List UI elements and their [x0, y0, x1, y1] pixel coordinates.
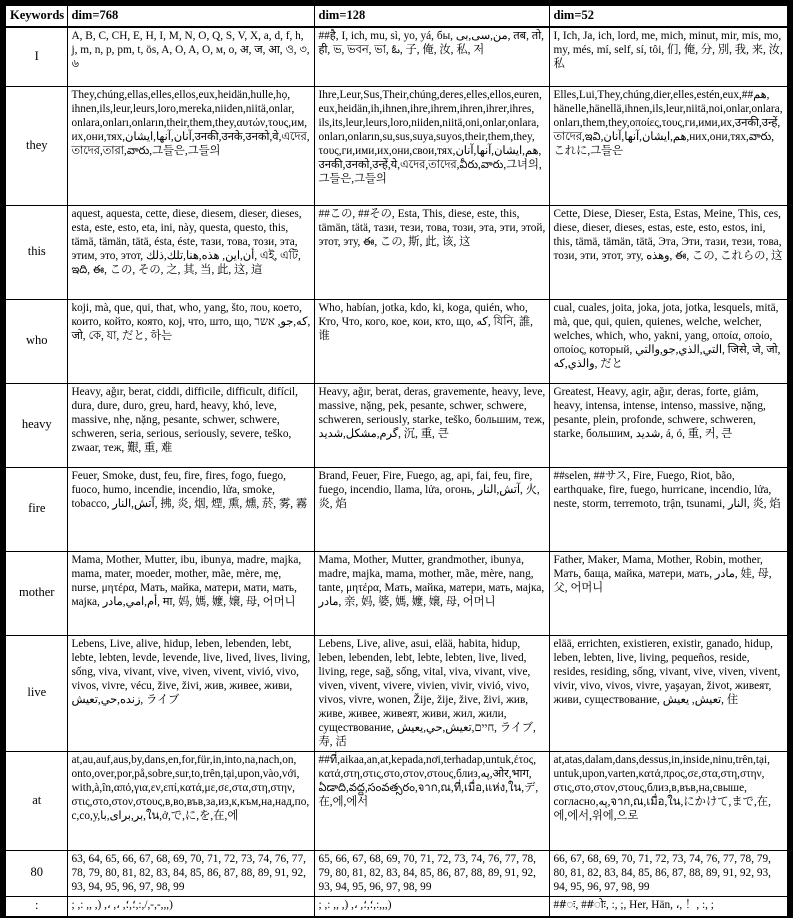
dim52-cell: ##selen,​ ##サス,​ Fire,​ Fuego,​ Riot,​ bão,​ earthquake,​ fire,​ fuego,​ hurricane,​ incendio,​ lửa,​ neste,​ storm,​ terremoto,​ trận,​ tsunami,​ النار,​ 炎,​ 焰: [549, 468, 788, 552]
dim52-cell: elää,​ errichten,​ existieren,​ existir,​ ganado,​ hidup,​ leben,​ lebten,​ live,​ living,​ pequeños,​ reside,​ resides,​ residing,​ sống,​ vivant,​ vive,​ viven,​ vivent,​ vivir,​ vivo,​ vivos,​ vivre,​ yaşayan,​ život,​ живеят,​ живи,​ существование,​ تعيش,​ يعيش,​ 住: [549, 636, 788, 752]
dim128-cell: Brand,​ Feuer,​ Fire,​ Fuego,​ ag,​ api,​ fai,​ feu,​ fire,​ fuego,​ incendio,​ llama,​ lửa,​ огонь,​ آتش,​النار,​ 火,​ 炎,​ 焰: [314, 468, 549, 552]
dim128-cell: ##この,​ ##その,​ Esta,​ This,​ diese,​ este,​ this,​ tämän,​ tätä,​ тази,​ тези,​ това,​ този,​ эта,​ эти,​ этой,​ этот,​ эту,​ ఈ,​ この,​ 斯,​ 此,​ 该,​ 这: [314, 206, 549, 300]
dim128-cell: Who,​ habían,​ jotka,​ kdo,​ ki,​ koga,​ quién,​ who,​ Кто,​ Что,​ кого,​ кое,​ кои,​ кто,​ що,​ که,​ যিনি,​ 誰,​ 谁: [314, 300, 549, 384]
table-row-at: [5, 752, 788, 851]
dim768-cell: at,​au,​auf,​aus,​by,​dans,​en,​for,​für,​in,​into,​na,​nach,​on,​onto,​over,​por,​på,​sobre,​sur,​to,​trên,​tại,​upon,​vào,​với,​with,​à,​în,​από,​για,​εν,​επί,​κατά,​με,​σε,​στα,​στη,​στην,​στις,​στο,​στον,​στους,​в,​во,​във,​за,​из,​к,​към,​на,​над,​по,​с,​со,​у,​بر,​برای,​با,​ใน,​ở,​で,​に,​を,​在,​에: [67, 752, 314, 851]
dim128-cell: ; ,​: ,​,​ ,​) ,​، ,​؛,​؛,​:,​,​,​): [314, 897, 549, 917]
column-header-dim768: dim=768: [67, 5, 314, 27]
keyword-cell: I: [5, 27, 67, 87]
table-row-live: [5, 636, 788, 752]
table-row-80: [5, 851, 788, 897]
table-row-mother: [5, 552, 788, 636]
dim768-cell: 63,​ 64,​ 65,​ 66,​ 67,​ 68,​ 69,​ 70,​ 71,​ 72,​ 73,​ 74,​ 76,​ 77,​ 78,​ 79,​ 80,​ 81,​ 82,​ 83,​ 84,​ 85,​ 86,​ 87,​ 88,​ 89,​ 91,​ 92,​ 93,​ 94,​ 95,​ 96,​ 97,​ 98,​ 99: [67, 851, 314, 897]
table-row-heavy: [5, 384, 788, 468]
dim768-cell: Feuer,​ Smoke,​ dust,​ feu,​ fire,​ fires,​ fogo,​ fuego,​ fuoco,​ humo,​ incendie,​ incendio,​ lửa,​ smoke,​ tobacco,​ آتش,​النار,​ 拂,​ 炎,​ 烟,​ 煙,​ 熏,​ 燻,​ 菸,​ 雾,​ 霧: [67, 468, 314, 552]
dim52-cell: at,​atas,​dalam,​dans,​dessus,​in,​inside,​ninu,​trên,​tại,​untuk,​upon,​varten,​κατά,​προς,​σε,​στα,​στη,​στην,​στις,​στο,​στον,​στους,​близ,​в,​във,​на,​свыше,​согласно,​په,​จาก,​ณ,​เมื่อ,​ใน,​にかけて,​まで,​在,​에,​에서,​위에,​으로: [549, 752, 788, 851]
dim128-cell: Ihre,​Leur,​Sus,​Their,​chúng,​deres,​elles,​ellos,​euren,​eux,​heidän,​ih,​ihnen,​ihre,​ihrem,​ihren,​ihrer,​ihres,​ils,​its,​leur,​leurs,​loro,​niiden,​niitä,​oni,​onlar,​onlara,​onları,​onların,​su,​sus,​suya,​suyos,​their,​them,​they,​τους,​ги,​ими,​их,​они,​свои,​тях,​هم,​ایشان,​آنها,​آنان,​उनकी,​उनको,​उन्हें,​ये,​এদের,​তাদের,​వీరు,​వారు,​그녀의,​그들은,​그들의: [314, 87, 549, 206]
dim768-cell: They,​chúng,​ellas,​elles,​ellos,​eux,​heidän,​hulle,​họ,​ihnen,​ils,​leur,​leurs,​loro,​mereka,​niiden,​niitä,​onlar,​onlara,​onları,​onların,​their,​them,​they,​αυτών,​τους,​им,​их,​они,​тях,​آنان,​آنها,​ایشان,​उनकी,​उनके,​उनको,​वे,​এদের,​তাদের,​তারা,​వారు,​그들은,​그들의: [67, 87, 314, 206]
table-row-colon: [5, 897, 788, 917]
dim128-cell: 65,​ 66,​ 67,​ 68,​ 69,​ 70,​ 71,​ 72,​ 73,​ 74,​ 76,​ 77,​ 78,​ 79,​ 80,​ 81,​ 82,​ 83,​ 84,​ 85,​ 86,​ 87,​ 88,​ 89,​ 91,​ 92,​ 93,​ 94,​ 95,​ 96,​ 97,​ 98,​ 99: [314, 851, 549, 897]
dim52-cell: Cette,​ Diese,​ Dieser,​ Esta,​ Estas,​ Meine,​ This,​ ces,​ diese,​ dieser,​ dieses,​ estas,​ este,​ esto,​ estos,​ ini,​ this,​ tämä,​ tämän,​ tätä,​ Эта,​ Эти,​ тази,​ тези,​ това,​ този,​ эти,​ этот,​ эту,​ وهذه,​ ఈ,​ この,​ これらの,​ 这: [549, 206, 788, 300]
dim768-cell: koji,​ mà,​ que,​ qui,​ that,​ who,​ yang,​ što,​ που,​ което,​ които,​ който,​ която,​ кој,​ что,​ што,​ що,​ که,​جو,​ אשר,​ जो,​ কে,​ যা,​ だと,​ 하는: [67, 300, 314, 384]
keyword-cell: :: [5, 897, 67, 917]
dim768-cell: aquest,​ aquesta,​ cette,​ diese,​ diesem,​ dieser,​ dieses,​ esta,​ este,​ esto,​ eta,​ ini,​ này,​ questa,​ questo,​ this,​ tämä,​ tämän,​ tätä,​ ésta,​ éste,​ тази,​ това,​ този,​ эта,​ этим,​ это,​ этот,​ أن,​این,​ هذه,​هنا,​تلك,​ذلك,​ এই,​ এটি,​ ఇది,​ ఈ,​ この,​ その,​ 之,​ 其,​ 当,​ 此,​ 这,​ 這: [67, 206, 314, 300]
keyword-cell: fire: [5, 468, 67, 552]
keyword-cell: this: [5, 206, 67, 300]
dim52-cell: Elles,​Lui,​They,​chúng,​dier,​elles,​estén,​eux,​##هم,​hänelle,​hänellä,​ihnen,​ils,​leur,​niitä,​noi,​onlar,​onlara,​onları,​them,​they,​οποίες,​τους,​ги,​ими,​их,​उनकी,​उन्हें,​তাদের,​ఇవి,​هم,​ایشان,​آنها,​آنان,​них,​они,​тях,​వారు,​これに,​그들은: [549, 87, 788, 206]
dim128-cell: ##ที่,​aikaa,​an,​at,​kepada,​nơi,​terhadap,​untuk,​έτος,​κατά,​στη,​στις,​στο,​στον,​στους,​близ,​په,​ओर,​भाग,​ఏడాది,​వద్ద,​సంవత్సరం,​จาก,​ณ,​ที่,​เมื่อ,​แห่ง,​ใน,​デ,​在,​에,​에서: [314, 752, 549, 851]
column-header-dim128: dim=128: [314, 5, 549, 27]
column-header-dim52: dim=52: [549, 5, 788, 27]
dim52-cell: Greatest,​ Heavy,​ agir,​ ağır,​ deras,​ forte,​ giảm,​ heavy,​ intensa,​ intense,​ intenso,​ massive,​ nặng,​ pesante,​ plein,​ profonde,​ schwere,​ schweren,​ starke,​ большим,​ شدید,​ á,​ ó,​ 重,​ 커,​ 큰: [549, 384, 788, 468]
dim768-cell: Lebens,​ Live,​ alive,​ hidup,​ leben,​ lebenden,​ lebt,​ lebte,​ lebten,​ levde,​ levende,​ live,​ lived,​ lives,​ living,​ sống,​ viva,​ vivant,​ vive,​ viven,​ vivent,​ vivió,​ vivo,​ vivos,​ vivre,​ vécu,​ žive,​ živi,​ жив,​ живее,​ живи,​ زنده,​حي,​تعيش,​ ライブ: [67, 636, 314, 752]
keyword-cell: mother: [5, 552, 67, 636]
keyword-cell: at: [5, 752, 67, 851]
dim128-cell: Heavy,​ ağır,​ berat,​ deras,​ gravemente,​ heavy,​ leve,​ massive,​ nặng,​ pek,​ pesante,​ schwer,​ schwere,​ schweren,​ seriously,​ starke,​ teško,​ большим,​ теж,​ گرم,​مشكل,​شدید,​ 沉,​ 重,​ 큰: [314, 384, 549, 468]
table-row-who: [5, 300, 788, 384]
keyword-cell: live: [5, 636, 67, 752]
table-header-row: [5, 5, 788, 27]
dim768-cell: Heavy,​ ağır,​ berat,​ ciddi,​ difficile,​ difficult,​ difícil,​ dura,​ dure,​ duro,​ greu,​ hard,​ heavy,​ khó,​ leve,​ massive,​ nhẹ,​ nặng,​ pesante,​ schwer,​ schwere,​ schweren,​ seria,​ serious,​ seriously,​ severe,​ teško,​ zwaar,​ теж,​ 艱,​ 重,​ 难: [67, 384, 314, 468]
dim128-cell: Mama,​ Mother,​ Mutter,​ grandmother,​ ibunya,​ madre,​ majka,​ mama,​ mother,​ mãe,​ mère,​ nang,​ tante,​ μητέρα,​ Мать,​ майка,​ матери,​ мать,​ мајка,​ مادر,​ 亲,​ 妈,​ 婆,​ 媽,​ 嬤,​ 嬢,​ 母,​ 어머니: [314, 552, 549, 636]
table-row-fire: [5, 468, 788, 552]
dim128-cell: Lebens,​ Live,​ alive,​ asui,​ elää,​ habita,​ hidup,​ leben,​ lebenden,​ lebt,​ lebte,​ lebten,​ live,​ lived,​ living,​ rege,​ sağ,​ sống,​ vital,​ viva,​ vivant,​ vive,​ viven,​ vivent,​ vivere,​ vivien,​ vivir,​ vivió,​ vivo,​ vivos,​ vivre,​ wonen,​ Žije,​ žije,​ žive,​ živi,​ жив,​ живе,​ живее,​ живеят,​ живи,​ жил,​ жили,​ существование,​ חיים,​تعيش,​حي,​يعيش,​ ライブ,​ 寿,​ 活: [314, 636, 549, 752]
dim52-cell: Father,​ Maker,​ Mama,​ Mother,​ Robin,​ mother,​ Мать,​ баща,​ майка,​ матери,​ мать,​ مادر,​ 娃,​ 母,​ 父,​ 어머니: [549, 552, 788, 636]
dim128-cell: ##है,​ I,​ ich,​ mu,​ sì,​ yo,​ yá,​ бы,​ من,​سی,​بی,​ तब,​ तो,​ ही,​ ভ,​ ভবন,​ ভা,​ ఓ,​ 子,​ 俺,​ 汝,​ 私,​ 저: [314, 27, 549, 87]
dim768-cell: A,​ B,​ C,​ CH,​ E,​ H,​ I,​ M,​ N,​ O,​ Q,​ S,​ V,​ X,​ a,​ d,​ f,​ h,​ j,​ m,​ n,​ p,​ pm,​ t,​ ös,​ A,​ O,​ A,​ O,​ м,​ о,​ अ,​ ज,​ आ,​ ও,​ ৩,​ ৬: [67, 27, 314, 87]
column-header-keywords: Keywords: [5, 5, 67, 27]
keywords-table: [4, 4, 789, 918]
keyword-cell: 80: [5, 851, 67, 897]
keyword-cell: they: [5, 87, 67, 206]
dim52-cell: ##ः,​ ##ोः,​ :,​ ;,​ Her,​ Hän,​ ،,​ ！,​ :,​ ;: [549, 897, 788, 917]
keyword-cell: heavy: [5, 384, 67, 468]
dim52-cell: I,​ Ich,​ Ja,​ ich,​ lord,​ me,​ mich,​ minut,​ mir,​ mis,​ mo,​ my,​ més,​ mí,​ self,​ sí,​ tôi,​ 们,​ 俺,​ 分,​ 別,​ 我,​ 来,​ 汝,​ 私: [549, 27, 788, 87]
table-row-i: [5, 27, 788, 87]
dim52-cell: cual,​ cuales,​ joita,​ joka,​ jota,​ jotka,​ lesquels,​ mitä,​ mà,​ que,​ qui,​ quien,​ quienes,​ welche,​ welcher,​ welches,​ which,​ who,​ yakni,​ yang,​ οποία,​ οποίο,​ οποίος,​ который,​ التي,​الذي,​جو,​والتي,​ जिसे,​ जे,​ जो,​ والذي,​كه,​ だと: [549, 300, 788, 384]
keyword-cell: who: [5, 300, 67, 384]
dim768-cell: ; ,​: ,​,​ ,​) ,​، ,​، ,​؛,​؛,​:,​/,​-,​-,​,​,​): [67, 897, 314, 917]
dim52-cell: 66,​ 67,​ 68,​ 69,​ 70,​ 71,​ 72,​ 73,​ 74,​ 76,​ 77,​ 78,​ 79,​ 80,​ 81,​ 82,​ 83,​ 84,​ 85,​ 86,​ 87,​ 88,​ 89,​ 91,​ 92,​ 93,​ 94,​ 95,​ 96,​ 97,​ 98,​ 99: [549, 851, 788, 897]
dim768-cell: Mama,​ Mother,​ Mutter,​ ibu,​ ibunya,​ madre,​ majka,​ mama,​ mater,​ moeder,​ mother,​ mãe,​ mère,​ mẹ,​ nurse,​ μητέρα,​ Мать,​ майка,​ матери,​ мати,​ мать,​ мајка,​ أم,​امي,​مادر,​ मा,​ 妈,​ 媽,​ 嬤,​ 嬢,​ 母,​ 어머니: [67, 552, 314, 636]
table-row-this: [5, 206, 788, 300]
table-row-they: [5, 87, 788, 206]
